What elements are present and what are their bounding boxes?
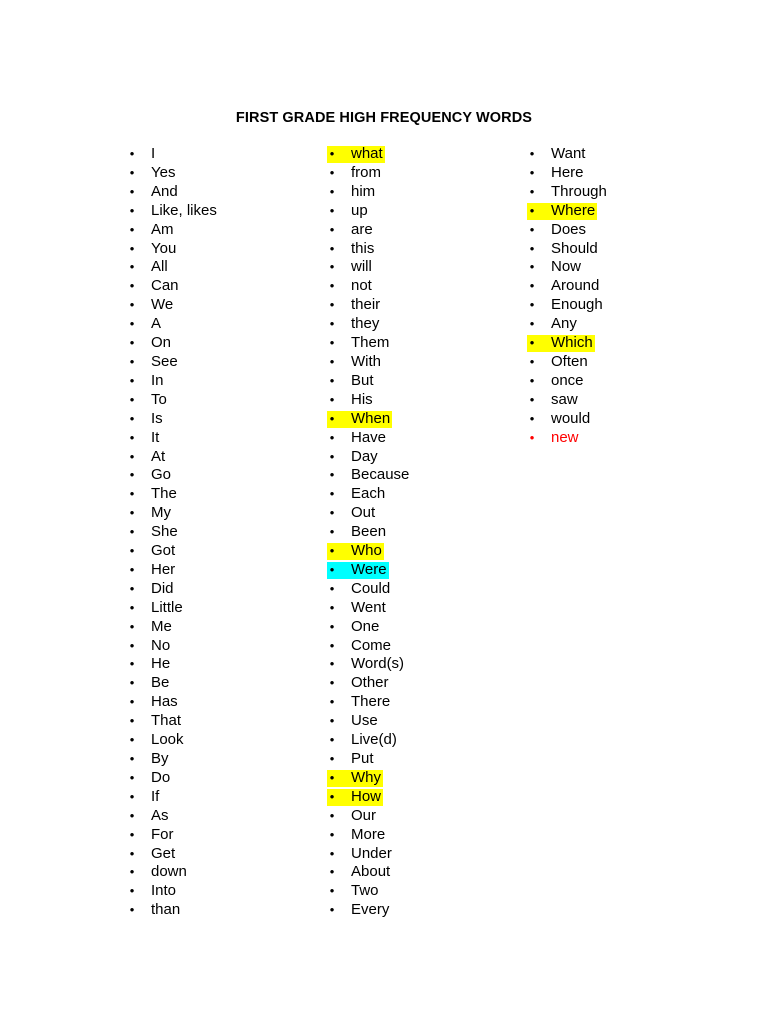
bullet-icon: •	[329, 807, 335, 823]
bullet-icon: •	[529, 259, 535, 275]
word-label: Often	[551, 352, 588, 370]
word-label: Two	[351, 882, 379, 900]
word-label: Do	[151, 768, 171, 786]
bullet-icon: •	[129, 883, 135, 899]
word-label: You	[151, 239, 177, 257]
bullet-icon: •	[529, 221, 535, 237]
word-label: Through	[551, 182, 607, 200]
bullet-icon: •	[529, 429, 535, 445]
word-label: him	[351, 182, 376, 200]
word-label: We	[151, 296, 174, 314]
bullet-icon: •	[129, 335, 135, 351]
bullet-icon: •	[129, 807, 135, 823]
bullet-icon: •	[329, 240, 335, 256]
bullet-icon: •	[129, 769, 135, 785]
bullet-icon: •	[329, 353, 335, 369]
word-label: Around	[551, 277, 600, 295]
bullet-icon: •	[129, 599, 135, 615]
bullet-icon: •	[329, 202, 335, 218]
word-label: With	[351, 352, 381, 370]
word-label: Is	[151, 409, 163, 427]
page-title: FIRST GRADE HIGH FREQUENCY WORDS	[235, 110, 533, 126]
bullet-icon: •	[329, 751, 335, 766]
bullet-icon: •	[329, 486, 335, 502]
word-label: Put	[351, 750, 374, 767]
word-label: will	[351, 258, 372, 276]
bullet-icon: •	[529, 410, 535, 426]
bullet-icon: •	[529, 183, 535, 199]
word-label: Has	[151, 693, 178, 711]
bullet-icon: •	[129, 240, 135, 256]
word-label: My	[151, 504, 171, 522]
bullet-icon: •	[129, 372, 135, 388]
bullet-icon: •	[129, 826, 135, 842]
bullet-icon: •	[529, 278, 535, 294]
bullet-icon: •	[129, 410, 135, 426]
bullet-icon: •	[329, 183, 335, 199]
word-label: One	[351, 617, 380, 635]
word-label: Yes	[151, 163, 176, 181]
bullet-icon: •	[329, 448, 335, 464]
word-label: How	[351, 787, 382, 805]
bullet-icon: •	[529, 240, 535, 256]
word-label: On	[151, 334, 172, 352]
word-label: their	[351, 296, 381, 314]
bullet-icon: •	[529, 335, 535, 351]
word-label: Every	[351, 901, 390, 919]
word-label: Am	[151, 220, 174, 238]
word-label: See	[151, 352, 178, 370]
bullet-icon: •	[329, 316, 335, 332]
word-label: saw	[551, 390, 578, 408]
word-label: from	[351, 163, 381, 181]
word-label: To	[151, 390, 167, 408]
bullet-icon: •	[529, 372, 535, 388]
bullet-icon: •	[329, 372, 335, 388]
word-label: Each	[351, 485, 386, 503]
bullet-icon: •	[129, 353, 135, 369]
word-label: But	[351, 371, 374, 389]
word-label: Go	[151, 466, 172, 484]
word-label: She	[151, 523, 178, 541]
word-label: Enough	[551, 296, 603, 314]
word-label: Other	[351, 674, 389, 692]
bullet-icon: •	[129, 202, 135, 218]
word-label: not	[351, 277, 372, 295]
bullet-icon: •	[329, 637, 335, 653]
word-label: Me	[151, 617, 172, 635]
word-label: Into	[151, 882, 177, 900]
word-label: Them	[351, 334, 390, 352]
bullet-icon: •	[329, 883, 335, 899]
bullet-icon: •	[329, 599, 335, 615]
bullet-icon: •	[129, 902, 135, 918]
word-label: they	[351, 315, 380, 333]
word-label: than	[151, 901, 181, 919]
word-label: what	[351, 145, 383, 162]
word-label: Does	[551, 220, 587, 238]
bullet-icon: •	[129, 448, 135, 464]
word-label: would	[551, 409, 591, 427]
word-label: down	[151, 863, 187, 881]
bullet-icon: •	[129, 543, 135, 559]
bullet-icon: •	[129, 278, 135, 294]
bullet-icon: •	[329, 278, 335, 294]
word-label: There	[351, 693, 391, 711]
word-label: once	[551, 371, 584, 389]
word-label: up	[351, 201, 368, 219]
bullet-icon: •	[129, 259, 135, 275]
bullet-icon: •	[329, 561, 335, 577]
word-label: About	[351, 863, 391, 881]
bullet-icon: •	[129, 486, 135, 502]
bullet-icon: •	[129, 675, 135, 691]
word-label: new	[551, 428, 579, 446]
word-label: this	[351, 239, 375, 257]
bullet-icon: •	[329, 788, 335, 804]
bullet-icon: •	[129, 467, 135, 483]
bullet-icon: •	[329, 826, 335, 842]
word-label: Been	[351, 523, 387, 541]
word-label: At	[151, 447, 166, 465]
word-label: Who	[351, 542, 382, 560]
bullet-icon: •	[329, 505, 335, 521]
bullet-icon: •	[129, 429, 135, 445]
word-label: And	[151, 182, 178, 200]
bullet-icon: •	[129, 788, 135, 804]
bullet-icon: •	[129, 864, 135, 880]
word-label: Word(s)	[351, 655, 405, 673]
word-label: As	[151, 806, 169, 824]
bullet-icon: •	[329, 902, 335, 918]
bullet-icon: •	[129, 164, 135, 180]
bullet-icon: •	[329, 429, 335, 445]
bullet-icon: •	[529, 353, 535, 369]
word-label: I	[151, 145, 156, 162]
bullet-icon: •	[129, 297, 135, 313]
word-label: The	[151, 485, 177, 503]
word-label: Which	[551, 334, 593, 352]
word-label: Live(d)	[351, 731, 397, 749]
word-label: Now	[551, 258, 582, 276]
word-label: Our	[351, 806, 377, 824]
word-label: Here	[551, 163, 584, 181]
word-label: Her	[151, 560, 176, 578]
bullet-icon: •	[129, 732, 135, 748]
bullet-icon: •	[329, 675, 335, 691]
bullet-icon: •	[329, 221, 335, 237]
word-label: All	[151, 258, 168, 276]
word-label: Were	[351, 560, 387, 578]
bullet-icon: •	[129, 183, 135, 199]
word-label: Little	[151, 598, 183, 616]
bullet-icon: •	[329, 259, 335, 275]
bullet-icon: •	[329, 656, 335, 672]
bullet-icon: •	[329, 580, 335, 596]
bullet-icon: •	[129, 505, 135, 521]
bullet-icon: •	[129, 316, 135, 332]
bullet-icon: •	[129, 656, 135, 672]
bullet-icon: •	[329, 391, 335, 407]
bullet-icon: •	[329, 845, 335, 861]
word-label: Went	[351, 598, 386, 616]
word-label: Like, likes	[151, 201, 217, 219]
word-label: are	[351, 220, 373, 238]
bullet-icon: •	[329, 713, 335, 729]
word-label: He	[151, 655, 171, 673]
bullet-icon: •	[129, 524, 135, 540]
word-label: It	[151, 428, 160, 446]
word-label: Could	[351, 579, 391, 597]
word-label: Got	[151, 542, 176, 560]
bullet-icon: •	[129, 580, 135, 596]
bullet-icon: •	[329, 864, 335, 880]
bullet-icon: •	[129, 694, 135, 710]
bullet-icon: •	[329, 467, 335, 483]
bullet-icon: •	[129, 713, 135, 729]
bullet-icon: •	[529, 391, 535, 407]
word-label: By	[151, 750, 169, 767]
word-label: Why	[351, 768, 381, 786]
bullet-icon: •	[529, 146, 535, 161]
word-label: A	[151, 315, 162, 333]
word-label: Get	[151, 844, 176, 862]
word-label: That	[151, 712, 182, 730]
bullet-icon: •	[329, 146, 335, 161]
word-label: When	[351, 409, 391, 427]
bullet-icon: •	[529, 164, 535, 180]
word-label: For	[151, 825, 174, 843]
word-label: Can	[151, 277, 179, 295]
word-label: Because	[351, 466, 410, 484]
bullet-icon: •	[329, 769, 335, 785]
bullet-icon: •	[329, 524, 335, 540]
bullet-icon: •	[329, 543, 335, 559]
bullet-icon: •	[329, 410, 335, 426]
word-label: Look	[151, 731, 184, 749]
bullet-icon: •	[329, 297, 335, 313]
bullet-icon: •	[129, 561, 135, 577]
word-label: Day	[351, 447, 378, 465]
bullet-icon: •	[529, 202, 535, 218]
word-label: Want	[551, 145, 586, 162]
word-label: More	[351, 825, 386, 843]
bullet-icon: •	[129, 221, 135, 237]
word-label: In	[151, 371, 164, 389]
bullet-icon: •	[529, 316, 535, 332]
bullet-icon: •	[329, 618, 335, 634]
word-label: His	[351, 390, 373, 408]
bullet-icon: •	[129, 751, 135, 766]
word-label: Come	[351, 636, 392, 654]
bullet-icon: •	[129, 618, 135, 634]
word-label: Should	[551, 239, 598, 257]
bullet-icon: •	[329, 694, 335, 710]
word-label: Did	[151, 579, 174, 597]
word-label: No	[151, 636, 171, 654]
bullet-icon: •	[129, 146, 135, 161]
word-label: Out	[351, 504, 376, 522]
bullet-icon: •	[129, 845, 135, 861]
bullet-icon: •	[129, 637, 135, 653]
word-label: Where	[551, 201, 596, 219]
bullet-icon: •	[329, 732, 335, 748]
word-label: Any	[551, 315, 577, 333]
word-label: If	[151, 787, 160, 805]
word-label: Have	[351, 428, 387, 446]
bullet-icon: •	[329, 335, 335, 351]
word-label: Under	[351, 844, 392, 862]
word-label: Use	[351, 712, 378, 730]
bullet-icon: •	[329, 164, 335, 180]
bullet-icon: •	[529, 297, 535, 313]
word-label: Be	[151, 674, 170, 692]
bullet-icon: •	[129, 391, 135, 407]
